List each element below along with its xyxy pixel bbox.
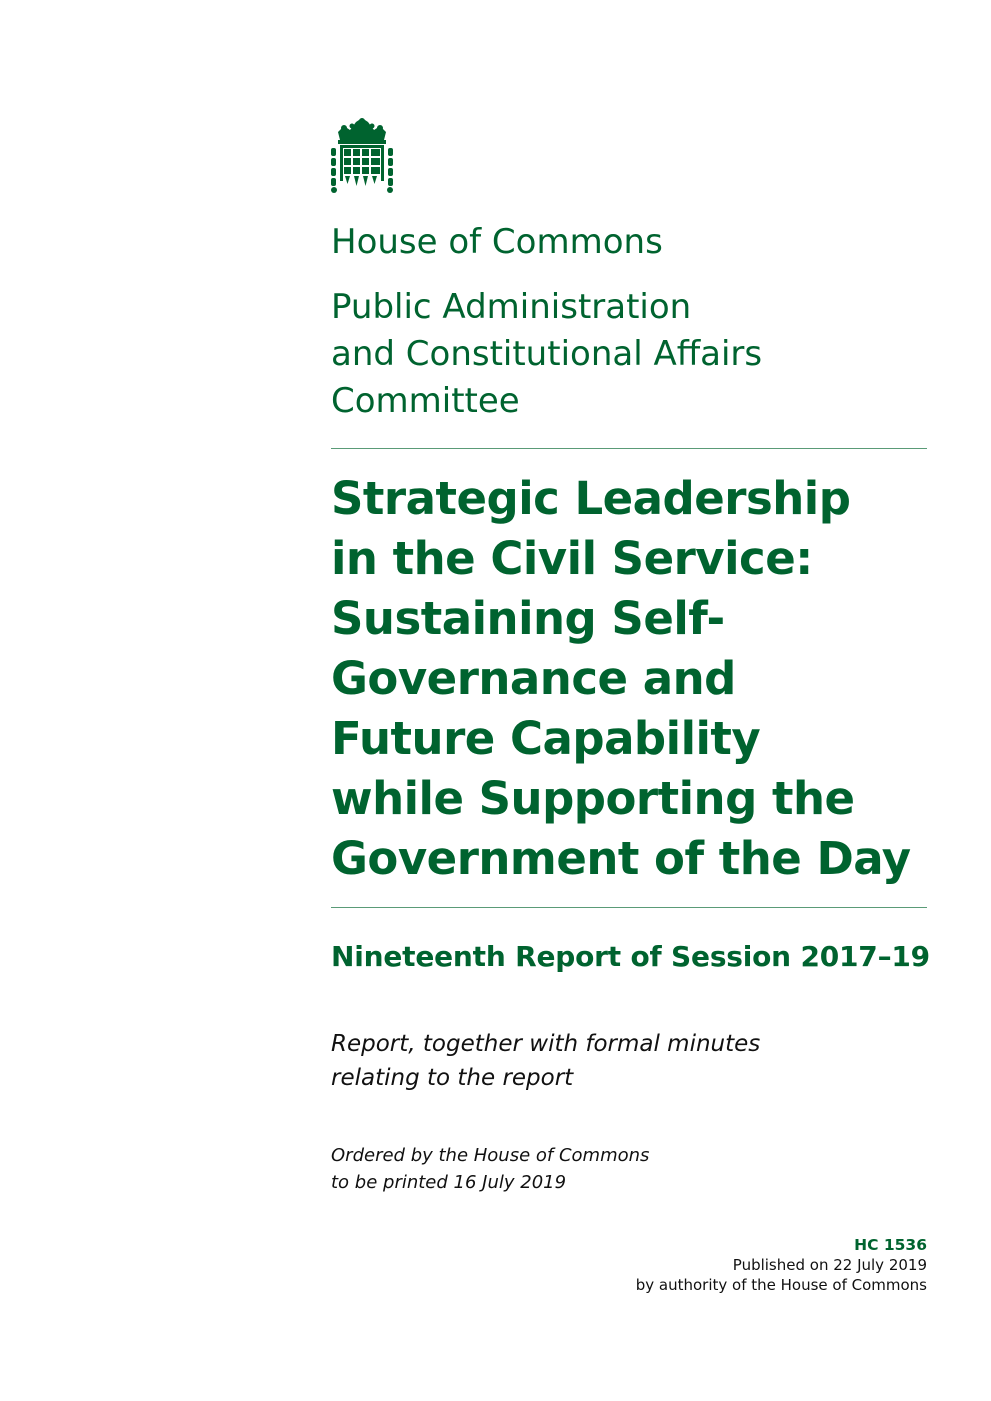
ordered-line: to be printed 16 July 2019 [331,1172,567,1193]
title-line: Government of the Day [331,832,911,885]
title-line: while Supporting the [331,772,855,825]
title-line: Sustaining Self- [331,592,725,645]
divider-top [331,448,927,449]
committee-line: Public Administration [331,287,692,327]
committee-line: and Constitutional Affairs [331,334,763,374]
authority-line: by authority of the House of Commons [635,1276,927,1294]
committee-line: Committee [331,381,520,421]
report-subtitle [331,1027,760,1095]
divider-bottom [331,907,927,908]
institution-name: House of Commons [331,222,663,262]
session-heading: Nineteenth Report of Session 2017–19 [331,940,930,973]
committee-name [331,284,762,425]
title-line: Governance and [331,652,736,705]
published-date: Published on 22 July 2019 [732,1256,927,1274]
title-line: Strategic Leadership [331,472,851,525]
subtitle-line: Report, together with formal minutes [331,1031,761,1057]
subtitle-line: relating to the report [331,1065,574,1091]
ordered-line: Ordered by the House of Commons [331,1145,650,1166]
title-line: Future Capability [331,712,761,765]
hc-number: HC 1536 [854,1236,927,1254]
portcullis-crest-icon [330,118,394,194]
report-title [331,469,911,889]
title-line: in the Civil Service: [331,532,813,585]
printing-order [331,1142,649,1196]
publication-block [636,1235,927,1295]
